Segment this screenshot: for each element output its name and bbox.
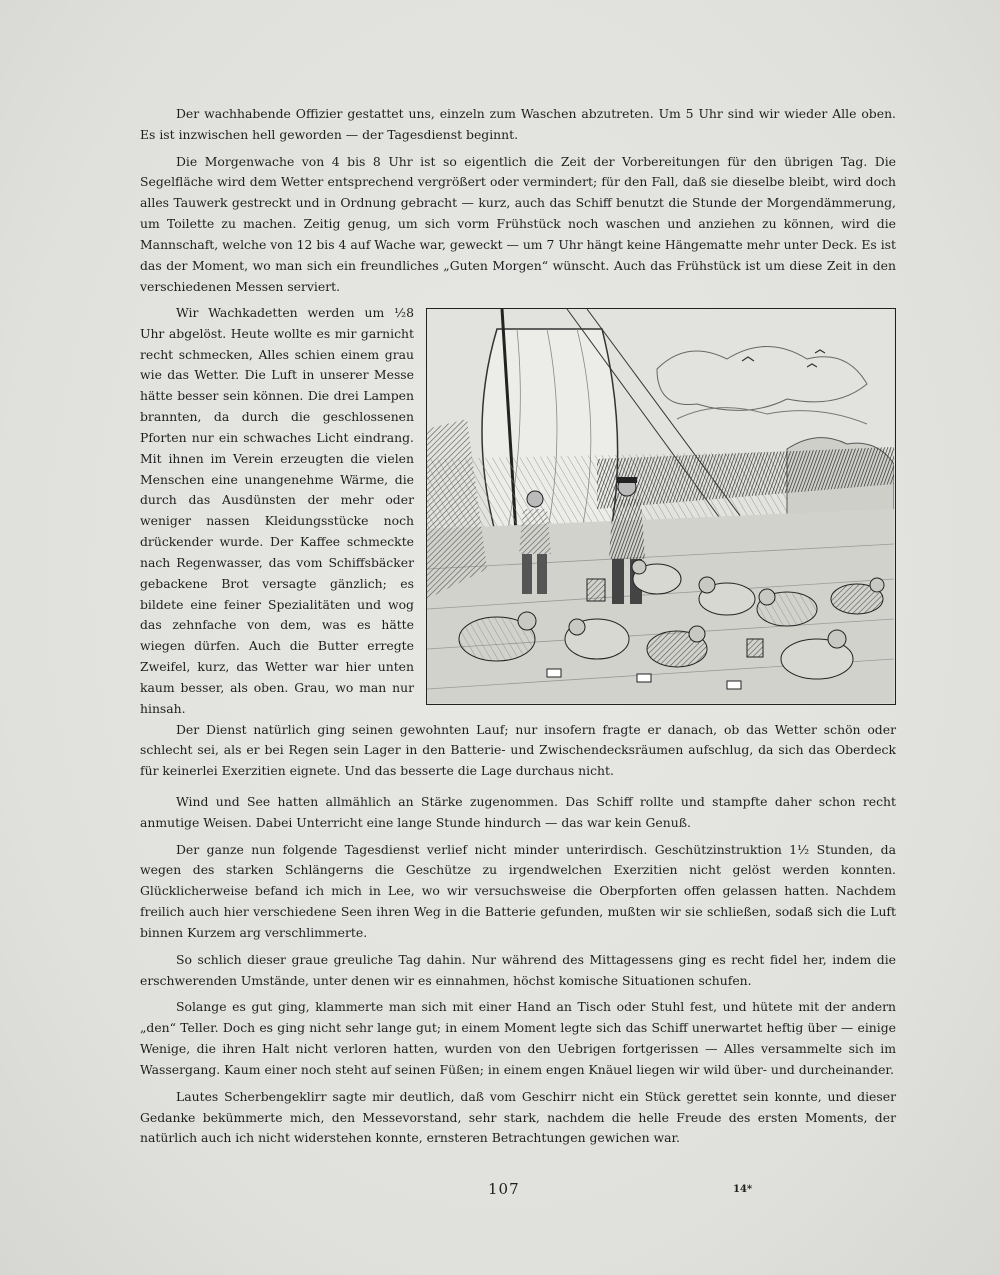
paragraph: Lautes Scherbengeklirr sagte mir deutlich, daß vom Geschirr nicht ein Stück gerettet sein konnte, und dieser Gedanke bekümmerte mich, den Messevorstand, sehr stark, nachdem die helle Freude des ersten Moments, der natürlich auch ich nicht widerstehen konnte, ernsteren Betrachtungen gewichen war. [140, 1088, 896, 1146]
paragraph: Der Dienst natürlich ging seinen gewohnten Lauf; nur insofern fragte er danach, ob das Wetter schön oder schlecht sei, als er bei Regen sein Lager in den Batterie- und Zwischendecksräumen aufschlug, da sich das Oberdeck für keinerlei Exerzitien eignete. Und das besserte die Lage durchaus nicht. [140, 721, 896, 779]
paragraph: Wind und See hatten allmählich an Stärke zugenommen. Das Schiff rollte und stampfte daher schon recht anmutige Weisen. Dabei Unterricht eine lange Stunde hindurch — das war kein Genuß. [140, 794, 896, 830]
page-number: 107 [488, 1180, 520, 1198]
main-text [140, 104, 896, 303]
signature-mark: 14* [733, 1184, 753, 1195]
paragraph: Wir Wachkadetten werden um ½8 Uhr abgelöst. Heute wollte es mir garnicht recht schmecken, Alles schien einem grau wie das Wetter. Die Luft in unserer Messe hätte besser sein können. Die drei Lampen brannten, da durch die geschlossenen Pforten nur ein schwaches Licht eindrang. Mit ihnen im Verein erzeugten die vielen Menschen eine unangenehme Wärme, die durch das Ausdünsten der mehr oder weniger nassen Kleidungsstücke noch drückender wurde. Der Kaffee schmeckte nach Regenwasser, das vom Schiffsbäcker gebackene Brot versagte gänzlich; es bildete eine feiner Spezialitäten und wog das zehnfache von dem, was es hätte wiegen dürfen. Auch die Butter erregte Zweifel, kurz, das Wetter war hier unten kaum besser, als oben. Grau, wo man nur hinsah. [140, 305, 414, 716]
paragraph: Der wachhabende Offizier gestattet uns, einzeln zum Waschen abzutreten. Um 5 Uhr sind wir wieder Alle oben. Es ist inzwischen hell geworden — der Tagesdienst beginnt. [140, 106, 896, 142]
paragraph: Die Morgenwache von 4 bis 8 Uhr ist so eigentlich die Zeit der Vorbereitungen für den übrigen Tag. Die Segelfläche wird dem Wetter entsprechend vergrößert oder vermindert; für den Fall, daß sie dieselbe bleibt, wird doch alles Tauwerk gestreckt und in Ordnung gebracht — kurz, auch das Schiff benutzt die Stunde der Morgendämmerung, um Toilette zu machen. Zeitig genug, um sich vorm Frühstück noch waschen und anziehen zu können, wird die Mannschaft, welche von 12 bis 4 auf Wache war, geweckt — um 7 Uhr hängt keine Hängematte mehr unter Deck. Es ist das der Moment, wo man sich ein freundliches „Guten Morgen“ wünscht. Auch das Frühstück ist um diese Zeit in den verschiedenen Messen serviert. [140, 153, 896, 294]
deck-scrubbing-illustration [426, 308, 896, 705]
flow-text [140, 303, 896, 788]
lower-text [140, 792, 896, 1155]
engraving-svg [427, 309, 894, 703]
paragraph: Der ganze nun folgende Tagesdienst verlief nicht minder unterirdisch. Geschützinstruktion 1½ Stunden, da wegen des starken Schlängerns die Geschütze zu irgendwelchen Exerzitien nicht gelöst werden konnten. Glücklicherweise befand ich mich in Lee, wo wir versuchsweise die Oberpforten offen gelassen hatten. Nachdem freilich auch hier verschiedene Seen ihren Weg in die Batterie gefunden, mußten wir sie schließen, sodaß sich die Luft binnen Kurzem arg verschlimmerte. [140, 841, 896, 940]
paragraph: So schlich dieser graue greuliche Tag dahin. Nur während des Mittagessens ging es recht fidel her, indem die erschwerenden Umstände, unter denen wir es einnahmen, höchst komische Situationen schufen. [140, 951, 896, 988]
paragraph: Solange es gut ging, klammerte man sich mit einer Hand an Tisch oder Stuhl fest, und hütete mit der andern „den“ Teller. Doch es ging nicht sehr lange gut; in einem Moment legte sich das Schiff unerwartet heftig über — einige Wenige, die ihren Halt nicht verloren hatten, wurden von den Uebrigen fortgerissen — Alles versammelte sich im Wassergang. Kaum einer noch steht auf seinen Füßen; in einem engen Knäuel liegen wir wild über- und durcheinander. [140, 999, 896, 1077]
